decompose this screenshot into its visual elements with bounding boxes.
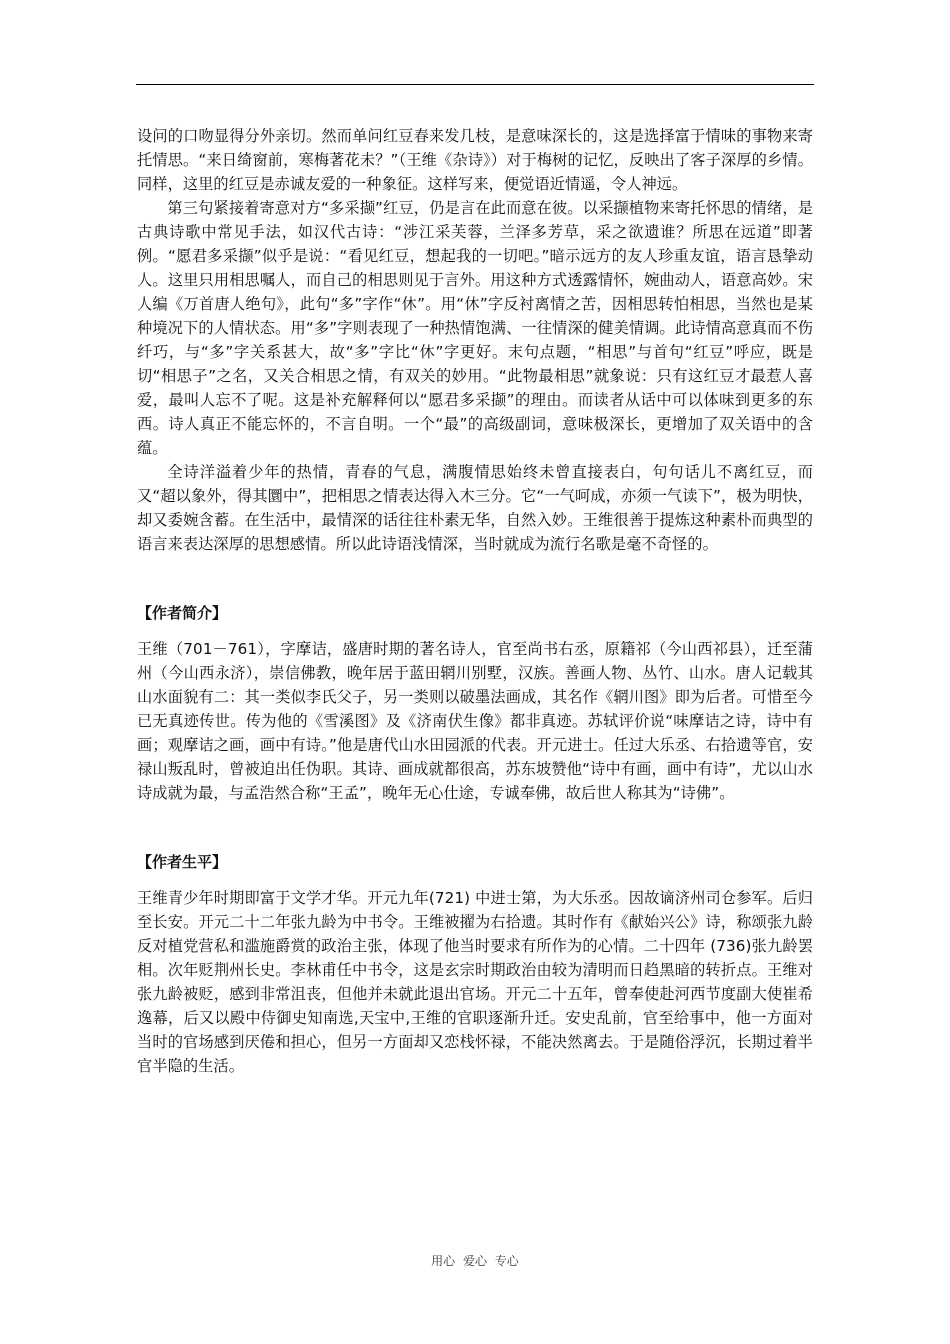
section-text-author-life: 王维青少年时期即富于文学才华。开元九年(721) 中进士第，为大乐丞。因故谪济州司仓参军。后归至长安。开元二十二年张九龄为中书令。王维被擢为右拾遗。其时作有《献始兴公》诗，称颂张九龄反对植党营私和滥施爵赏的政治主张，体现了他当时要求有所作为的心情。二十四年 (736)张九龄罢相。次年贬荆州长史。李林甫任中书令，这是玄宗时期政治由较为清明而日趋黑暗的转折点。王维对张九龄被贬，感到非常沮丧，但他并未就此退出官场。开元二十五年，曾奉使赴河西节度副大使崔希逸幕，后又以殿中侍御史知南选,天宝中,王维的官职逐渐升迁。安史乱前，官至给事中，他一方面对当时的官场感到厌倦和担心，但另一方面却又恋栈怀禄，不能决然离去。于是随俗浮沉，长期过着半官半隐的生活。: [137, 889, 813, 1075]
paragraph-intro: 设问的口吻显得分外亲切。然而单问红豆春来发几枝，是意味深长的，这是选择富于情味的事物来寄托情思。“来日绮窗前，寒梅著花未？”（王维《杂诗》）对于梅树的记忆，反映出了客子深厚的乡情。同样，这里的红豆是赤诚友爱的一种象征。这样写来，便觉语近情遥，令人神远。: [137, 127, 813, 193]
paragraph-summary: 全诗洋溢着少年的热情，青春的气息，满腹情思始终未曾直接表白，句句话儿不离红豆，而又“超以象外，得其圜中”，把相思之情表达得入木三分。它“一气呵成，亦须一气读下”，极为明快，却又委婉含蓄。在生活中，最情深的话往往朴素无华，自然入妙。王维很善于提炼这种素朴而典型的语言来表达深厚的思想感情。所以此诗语浅情深，当时就成为流行名歌是毫不奇怪的。: [137, 463, 813, 553]
page-footer: 用心 爱心 专心: [431, 1254, 519, 1268]
paragraph-third-line: 第三句紧接着寄意对方“多采撷”红豆，仍是言在此而意在彼。以采撷植物来寄托怀思的情绪，是古典诗歌中常见手法，如汉代古诗：“涉江采芙蓉，兰泽多芳草，采之欲遗谁？所思在远道”即著例。“愿君多采撷”似乎是说：“看见红豆，想起我的一切吧。”暗示远方的友人珍重友谊，语言恳挚动人。这里只用相思嘱人，而自己的相思则见于言外。用这种方式透露情怀，婉曲动人，语意高妙。宋人编《万首唐人绝句》，此句“多”字作“休”。用“休”字反衬离情之苦，因相思转怕相思，当然也是某种境况下的人情状态。用“多”字则表现了一种热情饱满、一往情深的健美情调。此诗情高意真而不伤纤巧，与“多”字关系甚大，故“多”字比“休”字更好。末句点题，“相思”与首句“红豆”呼应，既是切“相思子”之名，又关合相思之情，有双关的妙用。“此物最相思”就象说：只有这红豆才最惹人喜爱，最叫人忘不了呢。这是补充解释何以“愿君多采撷”的理由。而读者从话中可以体味到更多的东西。诗人真正不能忘怀的，不言自明。一个“最”的高级副词，意味极深长，更增加了双关语中的含蕴。: [137, 199, 813, 457]
section-heading-author-life: 【作者生平】: [137, 853, 228, 871]
section-text-author-intro: 王维（701－761），字摩诘，盛唐时期的著名诗人，官至尚书右丞，原籍祁（今山西祁县），迁至蒲州（今山西永济），崇信佛教，晚年居于蓝田辋川别墅，汉族。善画人物、丛竹、山水。唐人记载其山水面貌有二：其一类似李氏父子，另一类则以破墨法画成，其名作《辋川图》即为后者。可惜至今已无真迹传世。传为他的《雪溪图》及《济南伏生像》都非真迹。苏轼评价说“味摩诘之诗，诗中有画；观摩诘之画，画中有诗。”他是唐代山水田园派的代表。开元进士。任过大乐丞、右拾遗等官，安禄山叛乱时，曾被迫出任伪职。其诗、画成就都很高，苏东坡赞他“诗中有画，画中有诗”，尤以山水诗成就为最，与孟浩然合称“王孟”，晚年无心仕途，专诚奉佛，故后世人称其为“诗佛”。: [137, 640, 813, 802]
header-rule: [136, 84, 814, 85]
section-heading-author-intro: 【作者简介】: [137, 604, 228, 622]
document-body: [137, 124, 813, 1078]
